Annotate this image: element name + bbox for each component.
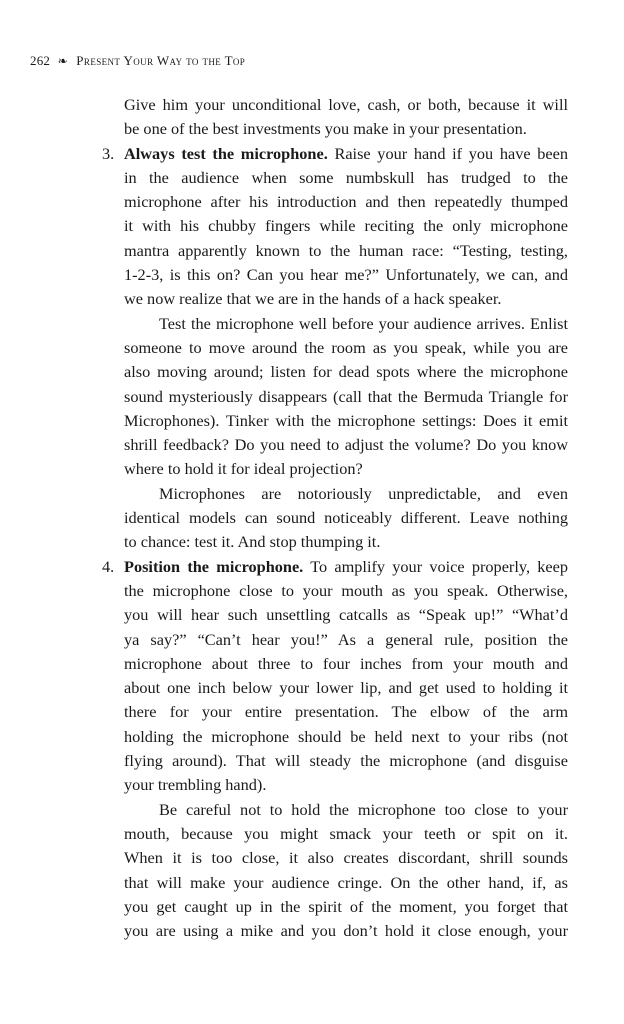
item-paragraph <box>124 312 568 482</box>
text-line: it with his chubby fingers while reciting the only microphone <box>124 216 568 236</box>
text-line: Test the microphone well before your audience arrives. Enlist <box>159 313 568 333</box>
running-header <box>30 53 245 69</box>
text-line: in the audience when some numbskull has trudged to the <box>124 167 568 187</box>
text-line: flying around). That will steady the microphone (and disguise <box>124 751 568 771</box>
item-heading: Always test the microphone. <box>124 143 328 163</box>
text-line: you will hear such unsettling catcalls as “Speak up!” “What’d <box>124 605 568 625</box>
text-line: someone to move around the room as you speak, while you are <box>124 337 568 357</box>
text-line: When it is too close, it also creates discordant, shrill sounds <box>124 848 568 868</box>
text-line: ya say?” “Can’t hear you!” As a general rule, position the <box>124 629 568 649</box>
text-line: sound mysteriously disappears (call that the Bermuda Triangle for <box>124 386 568 406</box>
text-line: to chance: test it. And stop thumping it. <box>124 532 381 552</box>
page-body <box>102 93 568 943</box>
item-paragraph <box>124 555 568 798</box>
text-line: Microphones are notoriously unpredictable, and even <box>159 483 568 503</box>
text-line: we now realize that we are in the hands of a hack speaker. <box>124 289 502 309</box>
item-paragraph <box>124 798 568 944</box>
text-line: microphone about three to four inches from your mouth and <box>124 653 568 673</box>
text-line: you are using a mike and you don’t hold it close enough, your <box>124 921 568 941</box>
list-number: 3. <box>102 143 115 163</box>
item-paragraph <box>124 482 568 555</box>
text-run: To amplify your voice properly, keep <box>303 556 568 576</box>
item-paragraph <box>124 142 568 312</box>
fleuron-icon: ❧ <box>57 54 68 68</box>
text-line: mouth, because you might smack your teeth or spit on it. <box>124 823 568 843</box>
text-line: Give him your unconditional love, cash, or both, because it will <box>124 95 568 114</box>
text-line: there for your entire presentation. The elbow of the arm <box>124 702 568 722</box>
text-line: Be careful not to hold the microphone too close to your <box>159 799 568 819</box>
text-line: mantra apparently known to the human race: “Testing, testing, <box>124 240 568 260</box>
text-line: be one of the best investments you make in your presentation. <box>124 119 527 139</box>
text-line <box>124 555 568 579</box>
text-line: about one inch below your lower lip, and get used to holding it <box>124 678 568 698</box>
list-item-3 <box>102 142 568 555</box>
running-title: Present Your Way to the Top <box>76 53 246 68</box>
text-line: shrill feedback? Do you need to adjust the volume? Do you know <box>124 435 568 455</box>
text-line: also moving around; listen for dead spots where the microphone <box>124 362 568 382</box>
text-line: identical models can sound noticeably different. Leave nothing <box>124 508 568 528</box>
text-line: your trembling hand). <box>124 775 267 795</box>
list-item-4 <box>102 555 568 944</box>
page-number: 262 <box>30 53 51 68</box>
text-line <box>124 142 568 166</box>
text-run: Raise your hand if you have been <box>327 143 568 163</box>
text-line: that will make your audience cringe. On the other hand, if, as <box>124 872 568 892</box>
text-line: 1-2-3, is this on? Can you hear me?” Unfortunately, we can, and <box>124 265 568 285</box>
text-line: Microphones). Tinker with the microphone settings: Does it emit <box>124 410 568 430</box>
text-line: you get caught up in the spirit of the moment, you forget that <box>124 896 568 916</box>
text-line: holding the microphone should be held next to your ribs (not <box>124 726 568 746</box>
text-line: where to hold it for ideal projection? <box>124 459 363 479</box>
text-line: the microphone close to your mouth as you speak. Otherwise, <box>124 580 568 600</box>
item-heading: Position the microphone. <box>124 556 304 576</box>
list-number: 4. <box>102 556 115 576</box>
continuation-paragraph <box>124 93 568 142</box>
text-line: microphone after his introduction and then repeatedly thumped <box>124 192 568 212</box>
